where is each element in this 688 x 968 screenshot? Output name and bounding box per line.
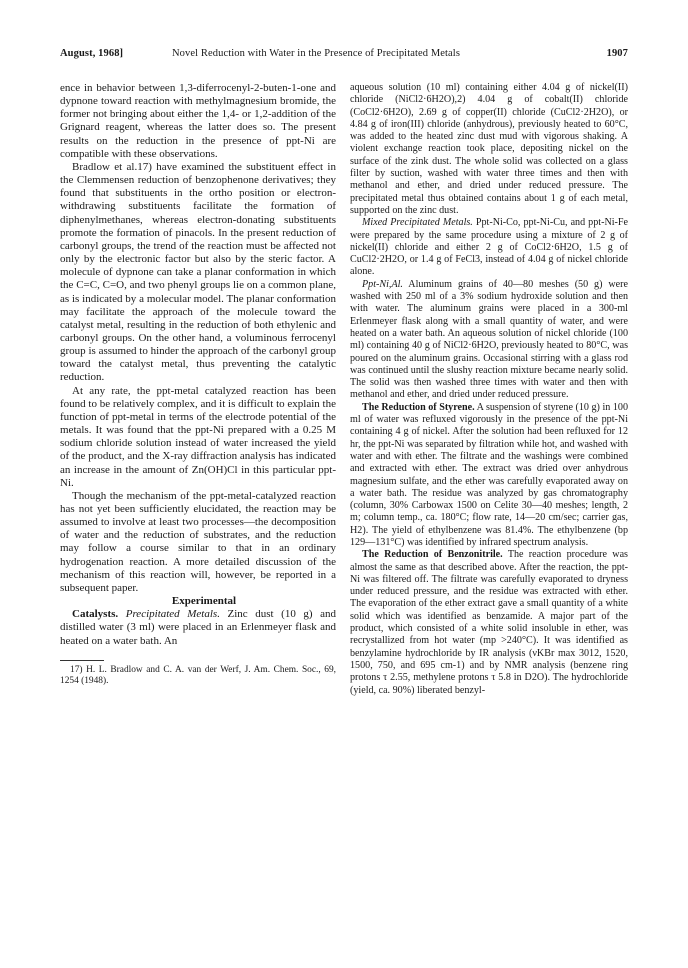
paragraph: [350, 549, 628, 697]
paragraph: [350, 279, 628, 402]
section-heading: Experimental: [171, 595, 237, 608]
paragraph-text: Ppt-Ni-Co, ppt-Ni-Cu, and ppt-Ni-Fe were prepared by the same procedure using a mixture of 2 g of nickel(II) chloride and either 2 g of CoCl2·6H2O, 1.5 g of CuCl2·2H2O, or 1.4 g of FeCl3, instead of 4.04 g of nickel chloride alone.: [350, 217, 628, 278]
paragraph: ence in behavior between 1,3-diferrocenyl-2-buten-1-one and dypnone toward reaction with methylmagnesium bromide, the former not bringing about either the 1,4- or 1,2-addition of the Grignard reagent, whereas the latter does so. The present results on the reduction in the presence of ppt-Ni are compatible with these observations.: [60, 82, 336, 160]
footnote: 17) H. L. Bradlow and C. A. van der Werf, J. Am. Chem. Soc., 69, 1254 (1948).: [60, 664, 336, 687]
footnote-rule: [60, 660, 104, 661]
left-column: [60, 82, 336, 688]
header-title: Novel Reduction with Water in the Presence of Precipitated Metals: [172, 48, 461, 59]
right-column: [350, 82, 628, 697]
subsection-heading: The Reduction of Styrene.: [362, 401, 475, 413]
paragraph: aqueous solution (10 ml) containing either 4.04 g of nickel(II) chloride (NiCl2·6H2O),2) 4.04 g of cobalt(II) chloride (CoCl2·6H2O), 2.69 g of copper(II) chloride (CuCl2·2H2O), or 4.84 g of iron(III) chloride (anhydrous), previously heated to 60°C, was added to the heated zinc dust mud with vigorous shaking. A violent exchange reaction took place, depositing nickel on the surface of the zink dust. The whole solid was collected on a glass filter by suction, washed with water three times and then with methanol and ether, and dried under reduced pressure. The precipitated metal thus obtained contains about 1 g of each metal, supported on the zinc dust.: [350, 82, 628, 216]
page-header: [60, 48, 628, 64]
paragraph-text: Aluminum grains of 40—80 meshes (50 g) were washed with 250 ml of a 3% sodium hydroxide solution and then with water. The aluminum grains were placed in a 300-ml Erlenmeyer flask along with a small quantity of water, and were heated on a water bath. An aqueous solution of nickel chloride (100 ml) containing 40 g of NiCl2·6H2O, previously heated to 80°C, was poured on the aluminum grains. Occasional stirring with a glass rod was continued until the slushy reaction mixture became nearly solid. The solid was then washed three times with water and then with methanol and ether, and dried under reduced pressure.: [350, 278, 628, 401]
subsection-heading: Catalysts.: [72, 608, 119, 621]
paragraph: Bradlow et al.17) have examined the substituent effect in the Clemmensen reduction of benzophenone derivatives; they found that substituents in the ortho position or electron-withdrawing substituents facilitate the formation of diphenylmethanes, whereas electron-donating substituents promote the formation of pinacols. In the present reduction of carbonyl groups, the trend of the reaction must be affected not only by the electronic factor but also by the steric factor. A molecule of dypnone can take a planar conformation in which the C=C, C=O, and two phenyl groups lie on a common plane, as is indicated by a molecular model. The planar conformation may facilitate the approach of the molecule toward the catalyst metal, resulting in the reduction of both ethylenic and carbonyl groups. On the other hand, a voluminous ferrocenyl group is assumed to hinder the approach of the carbonyl group toward the catalyst metal, thus preventing the catalytic reduction.: [60, 160, 336, 384]
header-date: August, 1968]: [60, 48, 124, 59]
page-number: 1907: [606, 48, 628, 59]
paragraph: Though the mechanism of the ppt-metal-catalyzed reaction has not yet been sufficiently elucidated, the reaction may be assumed to involve at least two processes—the decomposition of water and the reduction of substrates, and the reduction may follow a course similar to that in an ordinary hydrogenation reaction. A more detailed discussion of the mechanism of this reaction will, however, be reported in a subsequent paper.: [60, 489, 336, 594]
paragraph: [350, 402, 628, 550]
paragraph-text: A suspension of styrene (10 g) in 100 ml of water was refluxed vigorously in the presence of the ppt-Ni containing 4 g of nickel. After the solution had been refluxed for 12 hr, the ppt-Ni was separated by filtration while hot, and washed with water and with ether. The filtrate and the washings were combined and extracted with ether. The extract was dried over anhydrous magnesium sulfate, and the ether was carefully evaporated away on a water bath. The residue was analyzed by gas chromatography (column, 30% Carbowax 1500 on Celite 30—40 meshes; length, 2 m; column temp., ca. 180°C; flow rate, 14—20 cm/sec; carrier gas, H2). The yield of ethylbenzene was 81.4%. The ethylbenzene (bp 129—131°C) was identified by infrared spectrum analysis.: [350, 401, 629, 548]
subsection-heading: Ppt-Ni,Al.: [362, 278, 403, 290]
subsection-heading: The Reduction of Benzonitrile.: [362, 549, 503, 561]
subsection-heading: Mixed Precipitated Metals.: [362, 217, 473, 229]
subsection-subheading: Precipitated Metals.: [125, 608, 220, 621]
paragraph: [350, 217, 628, 278]
paragraph: [60, 608, 336, 647]
paragraph-text: The reaction procedure was almost the same as that described above. After the reaction, the ppt-Ni was filtered off. The filtrate was carefully evaporated to dryness under reduced pressure, and the residue was extracted with ether. The evaporation of the ether extract gave a small quantity of a white solid which was identified as benzamide. A major part of the product, which consisted of a white solid insoluble in ether, was recrystallized from hot water (mp >240°C). It was identified as benzylamine hydrochloride by IR analysis (νKBr max 3012, 1520, 1500, 750, and 695 cm-1) and by NMR analysis (benzene ring protons τ 2.55, methylene protons τ 5.8 in D2O). The hydrochloride (yield, ca. 90%) liberated benzyl-: [350, 549, 628, 696]
paragraph-text: Zinc dust (10 g) and distilled water (3 ml) were placed in an Erlenmeyer flask and heated on a water bath. An: [60, 608, 337, 647]
paragraph: At any rate, the ppt-metal catalyzed reaction has been found to be relatively complex, and it is difficult to explain the function of ppt-metal in terms of the electrode potential of the metals. It was found that the ppt-Ni prepared with a 0.25 M sodium chloride solution instead of water increased the yield of the product, and the X-ray diffraction analysis has indicated an increase in the amount of Zn(OH)Cl in this particular ppt-Ni.: [60, 384, 336, 489]
